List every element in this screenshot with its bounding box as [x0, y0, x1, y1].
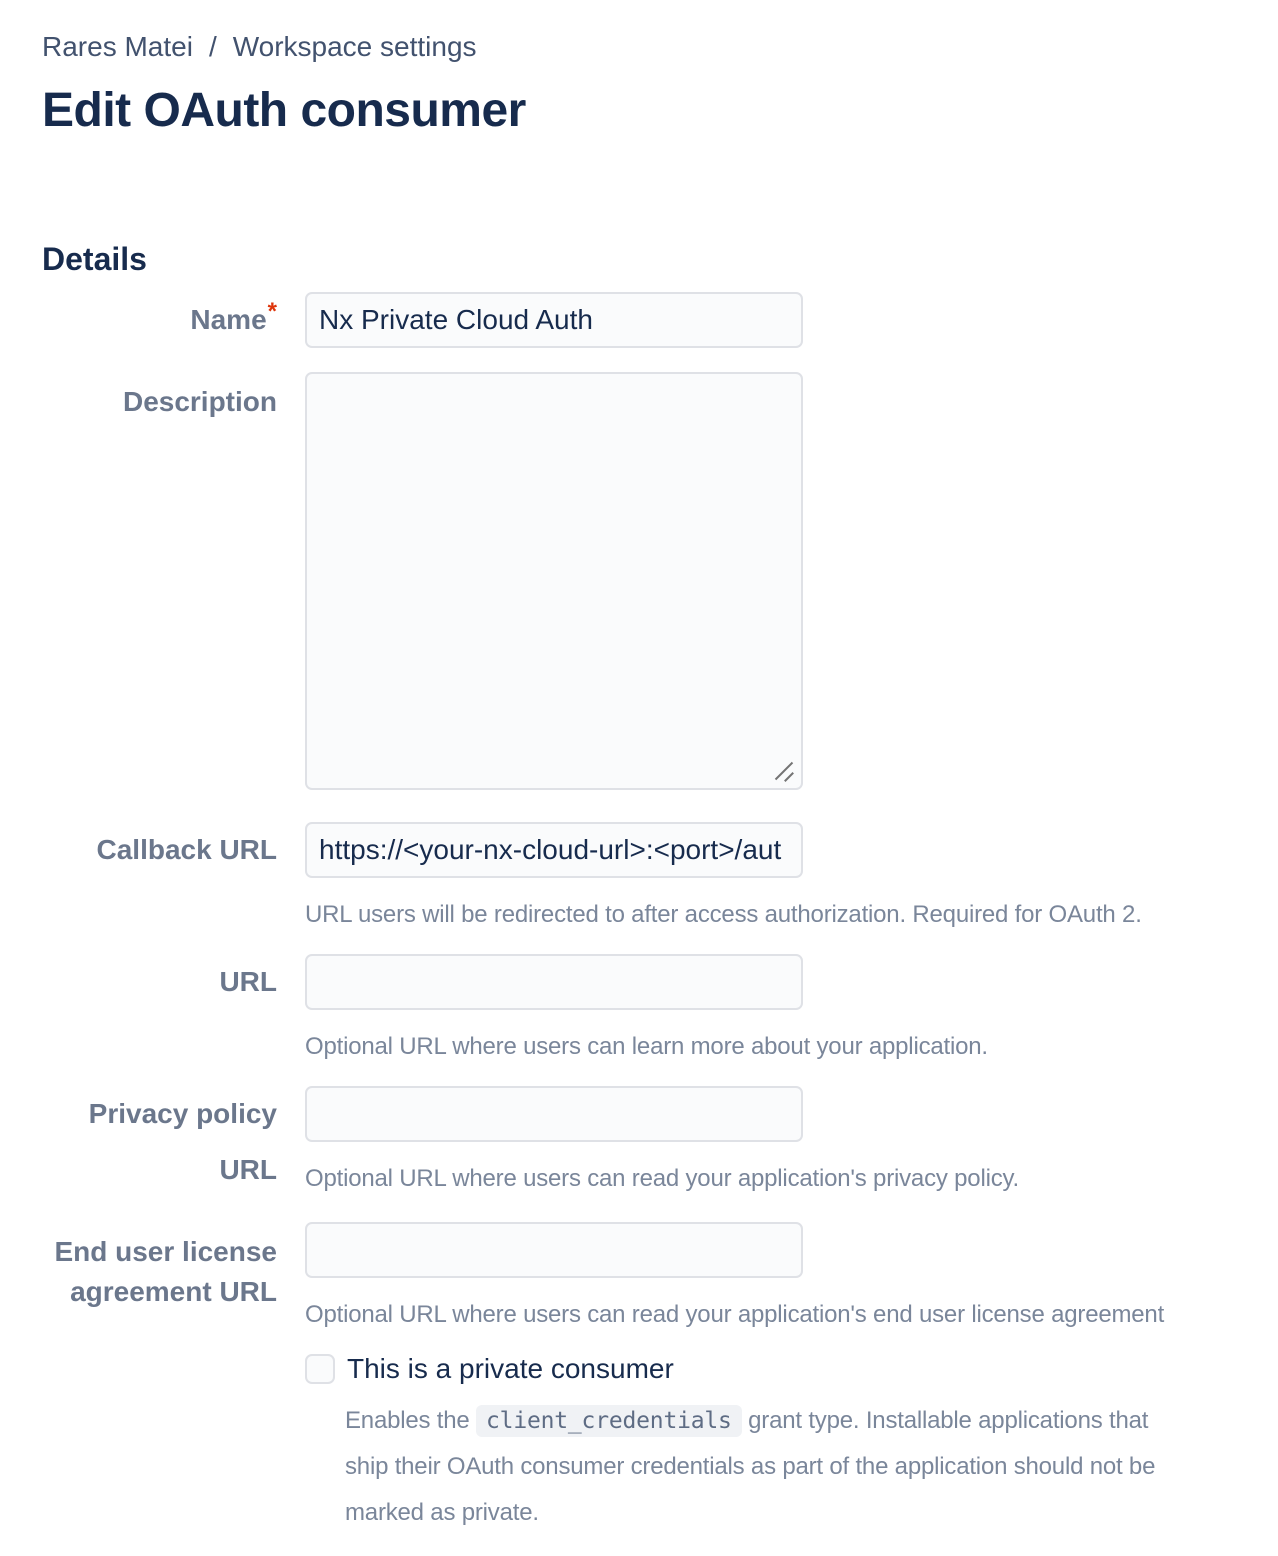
oauth-consumer-form: [42, 292, 1236, 1536]
privacy-policy-url-field: [305, 1086, 1236, 1194]
eula-url-help: Optional URL where users can read your application's end user license agreement: [305, 1301, 1165, 1328]
url-input[interactable]: [305, 954, 803, 1010]
private-consumer-help-after: grant type. Installable applications that ship their OAuth consumer credentials as part of the application should not be marked as private.: [345, 1407, 1156, 1526]
privacy-policy-url-label: Privacy policy URL: [88, 1098, 277, 1185]
description-label: Description: [122, 386, 277, 417]
callback-url-input[interactable]: [305, 822, 803, 878]
form-row-name: [42, 292, 1236, 348]
name-label-text: Name: [190, 304, 267, 335]
name-field: [305, 292, 1236, 348]
private-consumer-checkbox[interactable]: [305, 1354, 335, 1384]
description-field: [305, 372, 1236, 790]
breadcrumb-separator: /: [208, 31, 217, 62]
description-textarea[interactable]: [305, 372, 803, 790]
url-field: [305, 954, 1236, 1062]
form-row-description: [42, 372, 1236, 790]
form-row-private-consumer: [42, 1352, 1236, 1536]
url-label: URL: [219, 966, 277, 997]
eula-url-label: End user license agreement URL: [54, 1236, 277, 1307]
private-consumer-checkbox-row: [305, 1352, 1236, 1386]
breadcrumb-link-workspace[interactable]: Rares Matei: [42, 31, 193, 62]
client-credentials-code: client_credentials: [476, 1405, 742, 1437]
privacy-policy-url-help: Optional URL where users can read your application's privacy policy.: [305, 1165, 1019, 1192]
breadcrumb-link-workspace-settings[interactable]: Workspace settings: [232, 31, 477, 62]
form-row-callback-url: [42, 822, 1236, 930]
description-textarea-wrap: [305, 372, 803, 790]
private-consumer-help: [345, 1398, 1181, 1536]
privacy-policy-url-input[interactable]: [305, 1086, 803, 1142]
eula-url-field: [305, 1222, 1236, 1330]
eula-url-input[interactable]: [305, 1222, 803, 1278]
private-consumer-label[interactable]: This is a private consumer: [347, 1353, 674, 1384]
name-input[interactable]: [305, 292, 803, 348]
private-consumer-field: [305, 1352, 1236, 1536]
form-row-privacy-policy-url: [42, 1086, 1236, 1198]
form-row-eula-url: [42, 1222, 1236, 1330]
required-asterisk: *: [267, 297, 277, 325]
url-help: Optional URL where users can learn more about your application.: [305, 1033, 988, 1060]
section-title-details: Details: [42, 241, 147, 277]
callback-url-help: URL users will be redirected to after access authorization. Required for OAuth 2.: [305, 901, 1142, 928]
breadcrumb: [42, 30, 1236, 64]
form-row-url: [42, 954, 1236, 1062]
callback-url-label: Callback URL: [96, 834, 277, 865]
private-consumer-help-before: Enables the: [345, 1407, 477, 1434]
name-label: [42, 292, 305, 348]
resize-handle-icon[interactable]: [774, 761, 796, 783]
callback-url-field: [305, 822, 1236, 930]
page-title: Edit OAuth consumer: [42, 84, 526, 137]
